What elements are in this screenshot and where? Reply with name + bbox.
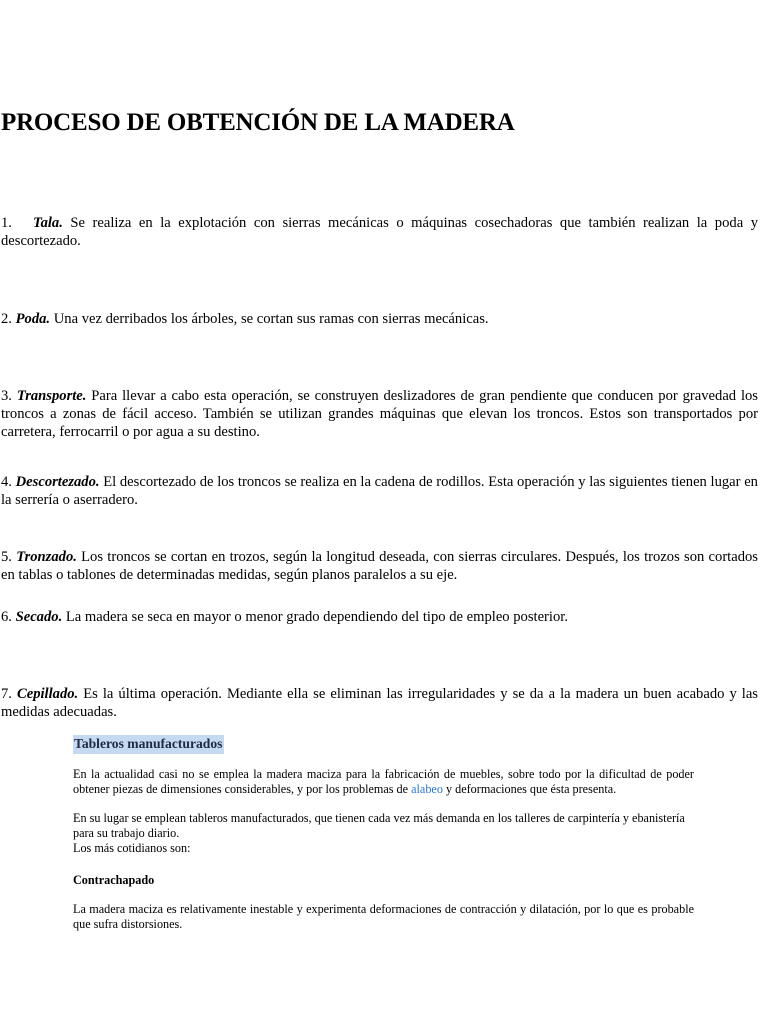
- section-paragraph: La madera maciza es relativamente inestable y experimenta deformaciones de contracción y dilatación, por lo que es probable que sufra distorsiones.: [73, 902, 694, 931]
- step-term: Poda.: [15, 311, 51, 327]
- step-number: 2.: [1, 311, 12, 327]
- step-text: La madera se seca en mayor o menor grado dependiendo del tipo de empleo posterior.: [62, 609, 568, 625]
- step-term: Secado.: [15, 609, 63, 625]
- step-text: Se realiza en la explotación con sierras mecánicas o máquinas cosechadoras que también realizan la poda y descortezado.: [1, 215, 758, 249]
- step-number: 3.: [1, 388, 12, 404]
- step-term: Cepillado.: [16, 686, 79, 702]
- step-number: 5.: [1, 549, 12, 565]
- step-cepillado: [1, 685, 758, 721]
- step-transporte: [1, 387, 758, 441]
- step-number: 1.: [1, 215, 12, 231]
- section-paragraph: Los más cotidianos son:: [73, 841, 191, 855]
- step-text: Es la última operación. Mediante ella se eliminan las irregularidades y se da a la madera un buen acabado y las medidas adecuadas.: [1, 686, 758, 720]
- step-tala: [1, 214, 758, 250]
- step-secado: [1, 608, 758, 626]
- step-text: El descortezado de los troncos se realiza en la cadena de rodillos. Esta operación y las siguientes tienen lugar en la serrería o aserradero.: [1, 474, 758, 508]
- step-text: Una vez derribados los árboles, se cortan sus ramas con sierras mecánicas.: [50, 311, 489, 327]
- step-text: Para llevar a cabo esta operación, se construyen deslizadores de gran pendiente que conducen por gravedad los troncos a zonas de fácil acceso. También se utilizan grandes máquinas que elevan los troncos. Estos son transportados por carretera, ferrocarril o por agua a su destino.: [1, 388, 758, 440]
- alabeo-link[interactable]: alabeo: [411, 781, 443, 796]
- section-paragraph: [73, 767, 694, 797]
- step-text: Los troncos se cortan en trozos, según la longitud deseada, con sierras circulares. Después, los trozos son cortados en tablas o tablones de determinadas medidas, según planos paralelos a su eje.: [1, 549, 758, 583]
- step-tronzado: [1, 548, 758, 584]
- step-term: Transporte.: [16, 388, 87, 404]
- step-term: Tronzado.: [16, 549, 77, 565]
- step-descortezado: [1, 473, 758, 509]
- step-term: Descortezado.: [15, 474, 100, 490]
- section-paragraph: En su lugar se emplean tableros manufacturados, que tienen cada vez más demanda en los talleres de carpintería y ebanistería para su trabajo diario.: [73, 811, 685, 840]
- step-number: 7.: [1, 686, 12, 702]
- section-heading: Tableros manufacturados: [73, 735, 224, 754]
- step-number: 4.: [1, 474, 12, 490]
- step-number: 6.: [1, 609, 12, 625]
- page-title: PROCESO DE OBTENCIÓN DE LA MADERA: [1, 109, 515, 136]
- step-term: Tala.: [33, 215, 63, 231]
- paragraph-text: y deformaciones que ésta presenta.: [442, 781, 617, 796]
- step-poda: [1, 310, 758, 328]
- paragraph-text: En la actualidad casi no se emplea la madera maciza para la fabricación de muebles, sobre todo por la dificultad de poder obtener piezas de dimensiones considerables, y por los problemas de: [73, 767, 694, 796]
- subsection-heading: Contrachapado: [73, 873, 155, 887]
